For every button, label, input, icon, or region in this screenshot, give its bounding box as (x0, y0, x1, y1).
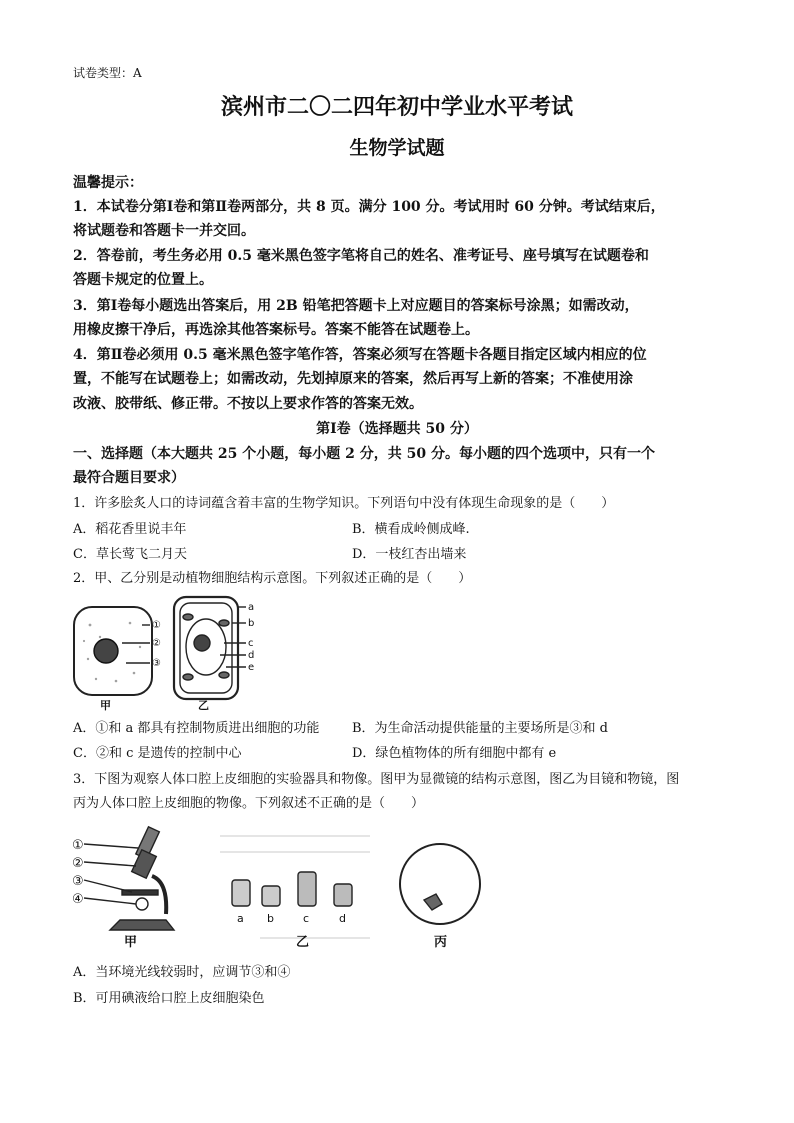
tip-line: 4．第Ⅱ卷必须用 0.5 毫米黑色签字笔作答，答案必须写在答题卡各题目指定区域内相应的位 (73, 347, 647, 363)
tip-line: 1．本试卷分第Ⅰ卷和第Ⅱ卷两部分，共 8 页。满分 100 分。考试用时 60 分钟。考试结束后， (73, 199, 665, 215)
label-3: ③ (72, 874, 84, 889)
section-instruction: 一、选择题（本大题共 25 个小题，每小题 2 分，共 50 分。每小题的四个选项中，只有一个 (73, 446, 655, 462)
label-d: d (339, 912, 346, 925)
tip-line: 用橡皮擦干净后，再选涂其他答案标号。答案不能答在试题卷上。 (73, 322, 479, 338)
label-a: a (237, 912, 244, 925)
tips-heading: 温馨提示： (73, 175, 143, 191)
label-1: ① (72, 838, 84, 853)
section-instruction: 最符合题目要求） (73, 470, 185, 486)
option-c: C．草长莺飞二月天 (73, 547, 187, 562)
paper-type: 试卷类型：A (73, 66, 142, 80)
option-b: B．为生命活动提供能量的主要场所是③和 d (352, 721, 609, 736)
option-b: B．横看成岭侧成峰. (352, 522, 470, 537)
option-c: C．②和 c 是遗传的控制中心 (73, 746, 242, 761)
caption-yi: 乙 (296, 935, 310, 950)
label-e: e (248, 662, 255, 673)
caption-jia: 甲 (124, 935, 138, 950)
question-stem: 丙为人体口腔上皮细胞的物像。下列叙述不正确的是（ ） (73, 796, 425, 811)
question-stem: 2．甲、乙分别是动植物细胞结构示意图。下列叙述正确的是（ ） (73, 571, 472, 586)
caption-yi: 乙 (198, 699, 209, 712)
label-2: ② (152, 638, 161, 649)
label-b: b (267, 912, 274, 925)
label-a: a (248, 602, 255, 613)
exam-title: 滨州市二〇二四年初中学业水平考试 (220, 94, 573, 120)
label-3: ③ (152, 658, 161, 669)
tip-line: 答题卡规定的位置上。 (73, 272, 213, 288)
exam-subtitle: 生物学试题 (349, 137, 445, 159)
option-a: A．稻花香里说丰年 (73, 522, 187, 537)
label-b: b (248, 618, 255, 629)
cell-structure-figure (70, 593, 270, 713)
microscope-figure (70, 822, 490, 952)
label-1: ① (152, 620, 161, 631)
option-a: A．①和 a 都具有控制物质进出细胞的功能 (73, 721, 320, 736)
tip-line: 置，不能写在试题卷上；如需改动，先划掉原来的答案，然后再写上新的答案；不准使用涂 (73, 371, 633, 387)
option-b: B．可用碘液给口腔上皮细胞染色 (73, 991, 265, 1006)
question-stem: 3．下图为观察人体口腔上皮细胞的实验器具和物像。图甲为显微镜的结构示意图，图乙为目镜和物镜，图 (73, 772, 680, 787)
question-stem: 1．许多脍炙人口的诗词蕴含着丰富的生物学知识。下列语句中没有体现生命现象的是（ ） (73, 496, 615, 511)
tip-line: 3．第Ⅰ卷每小题选出答案后，用 2B 铅笔把答题卡上对应题目的答案标号涂黑；如需改动， (73, 298, 639, 314)
label-4: ④ (72, 892, 84, 907)
caption-jia: 甲 (100, 699, 111, 712)
tip-line: 2．答卷前，考生务必用 0.5 毫米黑色签字笔将自己的姓名、准考证号、座号填写在试题卷和 (73, 248, 649, 264)
label-c: c (303, 912, 310, 925)
option-d: D．一枝红杏出墙来 (352, 547, 467, 562)
option-d: D．绿色植物体的所有细胞中都有 e (352, 746, 557, 761)
caption-bing: 丙 (434, 935, 448, 950)
tip-line: 将试题卷和答题卡一并交回。 (73, 223, 255, 239)
option-a: A．当环境光线较弱时，应调节③和④ (73, 965, 291, 980)
label-2: ② (72, 856, 84, 871)
label-c: c (248, 638, 254, 649)
tip-line: 改液、胶带纸、修正带。不按以上要求作答的答案无效。 (73, 396, 423, 412)
section-heading: 第Ⅰ卷（选择题共 50 分） (316, 421, 478, 437)
label-d: d (248, 650, 255, 661)
